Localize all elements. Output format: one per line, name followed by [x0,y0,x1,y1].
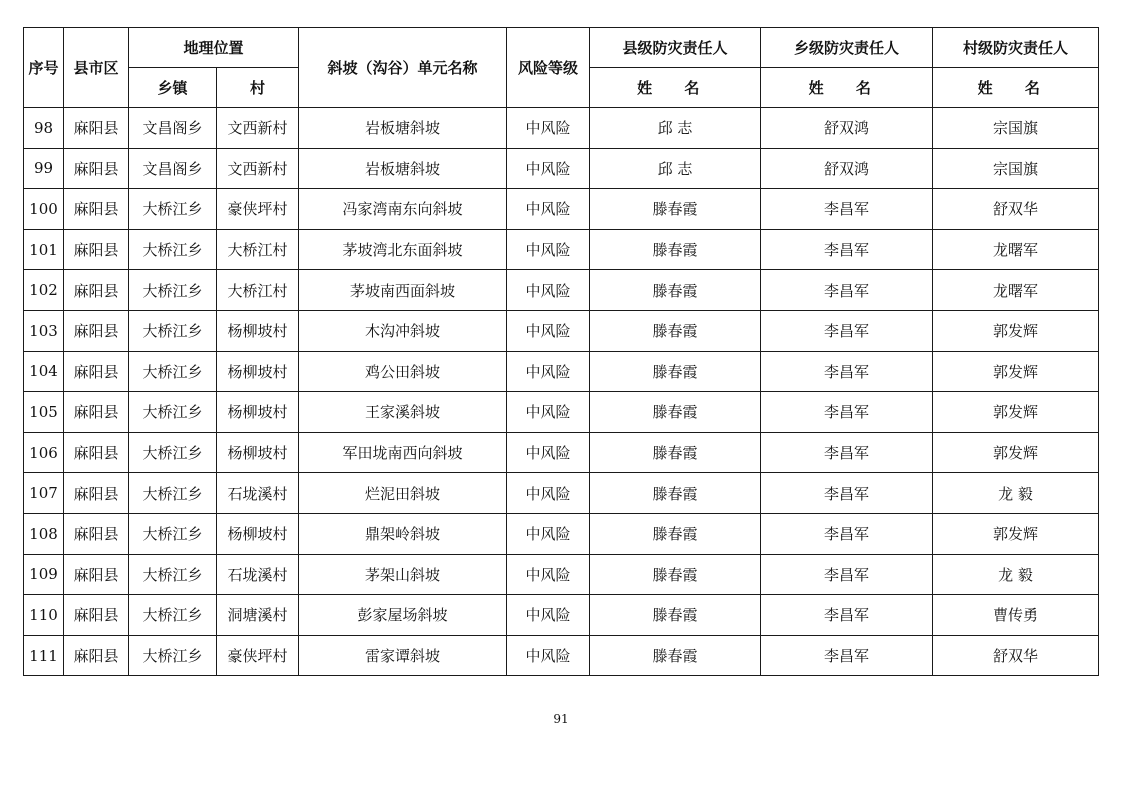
cell-county: 麻阳县 [64,513,129,554]
table-row [24,432,1099,473]
cell-town-person: 李昌军 [761,635,933,676]
page-number: 91 [553,712,569,726]
table-row [24,310,1099,351]
cell-village-person: 舒双华 [933,635,1099,676]
cell-town-person: 李昌军 [761,189,933,230]
cell-seq: 99 [24,148,64,189]
cell-county: 麻阳县 [64,229,129,270]
cell-county-person: 滕春霞 [590,310,761,351]
cell-slope-name: 木沟冲斜坡 [299,310,507,351]
cell-village: 豪侠坪村 [217,635,299,676]
cell-risk-level: 中风险 [507,432,590,473]
cell-town-person: 李昌军 [761,513,933,554]
cell-risk-level: 中风险 [507,351,590,392]
header-slope-name: 斜坡（沟谷）单元名称 [299,28,507,108]
cell-risk-level: 中风险 [507,270,590,311]
cell-township: 文昌阁乡 [129,108,217,149]
cell-risk-level: 中风险 [507,635,590,676]
cell-county-person: 滕春霞 [590,270,761,311]
cell-town-person: 舒双鸿 [761,108,933,149]
table-row [24,270,1099,311]
cell-township: 大桥江乡 [129,432,217,473]
table-row [24,229,1099,270]
cell-county-person: 邱 志 [590,108,761,149]
cell-village: 大桥江村 [217,229,299,270]
header-county-responsible: 县级防灾责任人 [590,28,761,68]
table-row [24,351,1099,392]
cell-slope-name: 雷家谭斜坡 [299,635,507,676]
cell-county-person: 滕春霞 [590,432,761,473]
cell-village-person: 曹传勇 [933,595,1099,636]
table-header [24,28,1099,108]
header-name-label: 姓 名 [590,68,761,108]
cell-slope-name: 岩板塘斜坡 [299,108,507,149]
cell-village-person: 郭发辉 [933,351,1099,392]
cell-slope-name: 鸡公田斜坡 [299,351,507,392]
cell-county-person: 滕春霞 [590,392,761,433]
cell-seq: 108 [24,513,64,554]
header-town-responsible: 乡级防灾责任人 [761,28,933,68]
cell-seq: 98 [24,108,64,149]
cell-town-person: 李昌军 [761,310,933,351]
cell-village-person: 郭发辉 [933,513,1099,554]
cell-county-person: 滕春霞 [590,554,761,595]
cell-township: 大桥江乡 [129,513,217,554]
table-row [24,108,1099,149]
cell-village-person: 龙曙军 [933,229,1099,270]
cell-village-person: 舒双华 [933,189,1099,230]
cell-risk-level: 中风险 [507,310,590,351]
cell-slope-name: 茅坡南西面斜坡 [299,270,507,311]
cell-county: 麻阳县 [64,189,129,230]
cell-village: 杨柳坡村 [217,351,299,392]
cell-county: 麻阳县 [64,392,129,433]
cell-county: 麻阳县 [64,270,129,311]
cell-county-person: 滕春霞 [590,351,761,392]
cell-county-person: 邱 志 [590,148,761,189]
cell-town-person: 李昌军 [761,432,933,473]
cell-town-person: 李昌军 [761,554,933,595]
cell-seq: 109 [24,554,64,595]
cell-village-person: 郭发辉 [933,392,1099,433]
cell-seq: 107 [24,473,64,514]
cell-slope-name: 彭家屋场斜坡 [299,595,507,636]
cell-county-person: 滕春霞 [590,229,761,270]
cell-risk-level: 中风险 [507,229,590,270]
cell-seq: 100 [24,189,64,230]
cell-county: 麻阳县 [64,473,129,514]
cell-seq: 106 [24,432,64,473]
cell-village: 杨柳坡村 [217,310,299,351]
cell-risk-level: 中风险 [507,595,590,636]
table-row [24,513,1099,554]
cell-village-person: 郭发辉 [933,310,1099,351]
cell-county-person: 滕春霞 [590,473,761,514]
header-village: 村 [217,68,299,108]
cell-county: 麻阳县 [64,108,129,149]
cell-township: 大桥江乡 [129,270,217,311]
cell-slope-name: 军田垅南西向斜坡 [299,432,507,473]
cell-risk-level: 中风险 [507,189,590,230]
cell-seq: 103 [24,310,64,351]
table-row [24,635,1099,676]
cell-township: 文昌阁乡 [129,148,217,189]
cell-village: 杨柳坡村 [217,432,299,473]
header-row-top [24,28,1099,68]
header-name-label: 姓 名 [761,68,933,108]
table-row [24,189,1099,230]
cell-town-person: 李昌军 [761,392,933,433]
cell-county: 麻阳县 [64,432,129,473]
cell-slope-name: 王家溪斜坡 [299,392,507,433]
cell-township: 大桥江乡 [129,310,217,351]
cell-slope-name: 冯家湾南东向斜坡 [299,189,507,230]
cell-seq: 105 [24,392,64,433]
cell-township: 大桥江乡 [129,351,217,392]
cell-town-person: 李昌军 [761,229,933,270]
table-row [24,148,1099,189]
header-county: 县市区 [64,28,129,108]
header-village-responsible: 村级防灾责任人 [933,28,1099,68]
cell-village: 文西新村 [217,108,299,149]
header-geo-location: 地理位置 [129,28,299,68]
cell-town-person: 李昌军 [761,595,933,636]
cell-town-person: 李昌军 [761,351,933,392]
cell-risk-level: 中风险 [507,148,590,189]
cell-slope-name: 茅架山斜坡 [299,554,507,595]
cell-risk-level: 中风险 [507,473,590,514]
cell-county: 麻阳县 [64,554,129,595]
table-row [24,392,1099,433]
cell-village: 大桥江村 [217,270,299,311]
cell-county: 麻阳县 [64,635,129,676]
cell-township: 大桥江乡 [129,473,217,514]
cell-county-person: 滕春霞 [590,635,761,676]
cell-village-person: 宗国旗 [933,108,1099,149]
header-name-label: 姓 名 [933,68,1099,108]
cell-seq: 102 [24,270,64,311]
cell-township: 大桥江乡 [129,635,217,676]
table-row [24,473,1099,514]
cell-risk-level: 中风险 [507,392,590,433]
cell-county: 麻阳县 [64,310,129,351]
cell-village: 石垅溪村 [217,554,299,595]
cell-slope-name: 烂泥田斜坡 [299,473,507,514]
cell-village-person: 宗国旗 [933,148,1099,189]
cell-slope-name: 鼎架岭斜坡 [299,513,507,554]
cell-village-person: 龙曙军 [933,270,1099,311]
table-row [24,554,1099,595]
cell-village: 洞塘溪村 [217,595,299,636]
cell-village-person: 龙 毅 [933,473,1099,514]
cell-risk-level: 中风险 [507,108,590,149]
cell-county-person: 滕春霞 [590,189,761,230]
header-seq: 序号 [24,28,64,108]
cell-village: 文西新村 [217,148,299,189]
cell-county: 麻阳县 [64,351,129,392]
cell-town-person: 李昌军 [761,473,933,514]
cell-seq: 101 [24,229,64,270]
cell-township: 大桥江乡 [129,229,217,270]
cell-township: 大桥江乡 [129,392,217,433]
header-township: 乡镇 [129,68,217,108]
cell-slope-name: 岩板塘斜坡 [299,148,507,189]
cell-county-person: 滕春霞 [590,513,761,554]
cell-village: 豪侠坪村 [217,189,299,230]
cell-risk-level: 中风险 [507,554,590,595]
table-body [24,108,1099,676]
cell-seq: 110 [24,595,64,636]
cell-slope-name: 茅坡湾北东面斜坡 [299,229,507,270]
cell-seq: 111 [24,635,64,676]
table-row [24,595,1099,636]
cell-county: 麻阳县 [64,148,129,189]
cell-village: 杨柳坡村 [217,392,299,433]
cell-seq: 104 [24,351,64,392]
cell-village-person: 郭发辉 [933,432,1099,473]
responsibility-table [23,27,1099,676]
cell-county-person: 滕春霞 [590,595,761,636]
cell-township: 大桥江乡 [129,595,217,636]
cell-village: 杨柳坡村 [217,513,299,554]
cell-township: 大桥江乡 [129,554,217,595]
cell-township: 大桥江乡 [129,189,217,230]
cell-risk-level: 中风险 [507,513,590,554]
header-risk-level: 风险等级 [507,28,590,108]
cell-village-person: 龙 毅 [933,554,1099,595]
cell-town-person: 李昌军 [761,270,933,311]
cell-county: 麻阳县 [64,595,129,636]
cell-village: 石垅溪村 [217,473,299,514]
cell-town-person: 舒双鸿 [761,148,933,189]
